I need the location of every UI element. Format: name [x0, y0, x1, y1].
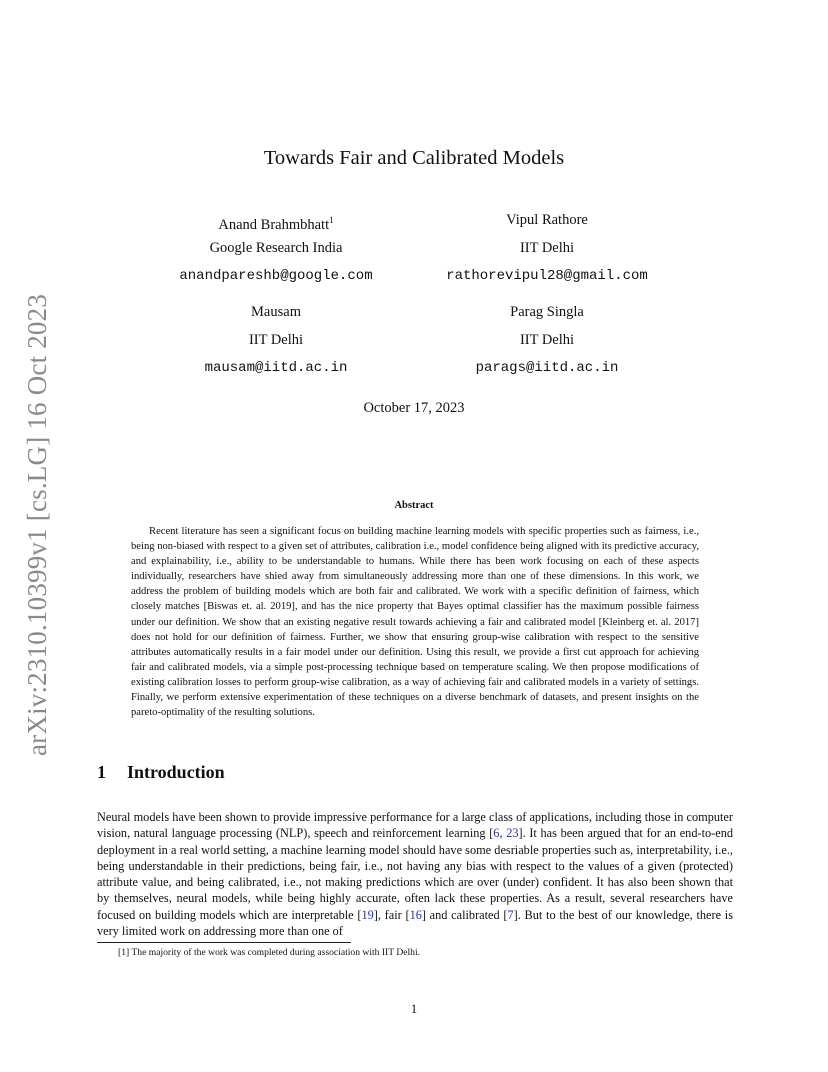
introduction-paragraph: Neural models have been shown to provide impressive performance for a large class of applications, including those in computer vision, natural language processing (NLP), speech and reinforcement learning [6, 23]. It has been argued that for an end-to-end deployment in a real world setting, a machine learning model should have some desriable properties such as, interpretability, i.e., being understandable in their predictions, being fair, i.e., not having any bias with respect to the values of a given (protected) attribute value, and being calibrated, i.e., not making predictions which are over (under) confident. It has also been shown that by themselves, neural models, while being highly accurate, often lack these properties. As a result, several researchers have focused on building models which are interpretable [19], fair [16] and calibrated [7]. But to the best of our knowledge, there is very limited work on addressing more than one of: [97, 810, 733, 939]
arxiv-identifier: arXiv:2310.10399v1 [cs.LG] 16 Oct 2023: [22, 293, 52, 757]
author-block: [146, 206, 406, 290]
author-affiliation: Google Research India: [209, 240, 343, 256]
citation-link[interactable]: 23: [506, 826, 519, 841]
paper-title: Towards Fair and Calibrated Models: [263, 147, 565, 169]
section-heading: [97, 762, 225, 783]
author-block: [417, 206, 677, 290]
footnote-mark: 1: [329, 215, 334, 225]
author-name: Vipul Rathore: [506, 212, 588, 228]
author-block: [417, 298, 677, 382]
author-affiliation: IIT Delhi: [248, 332, 304, 348]
author-name: Anand Brahmbhatt$^1$: [218, 215, 334, 233]
author-name: Mausam: [251, 304, 301, 320]
citation-link[interactable]: 7: [507, 907, 514, 922]
section-title: Introduction: [127, 762, 225, 782]
author-email: mausam@iitd.ac.in: [204, 360, 348, 376]
footnote: [1] The majority of the work was completed during association with IIT Delhi.: [118, 947, 421, 958]
author-email: anandpareshb@google.com: [179, 268, 373, 284]
abstract-text: Recent literature has seen a significant focus on building machine learning models with specific properties such as fairness, i.e., being non-biased with respect to a given set of attributes, calibration i.e., model confidence being aligned with its predictive accuracy, and explainability, i.e., ability to be understandable to humans. While there has been work focusing on each of these aspects individually, researchers have shied away from simultaneously addressing more than one of these dimensions. In this work, we address the problem of building models which are both fair and calibrated. We work with a specific definition of fairness, which closely matches [Biswas et. al. 2019], and has the nice property that Bayes optimal classifier has the maximum possible fairness under our definition. We show that an existing negative result towards achieving a fair and calibrated model [Kleinberg et. al. 2017] does not hold for our definition of fairness. Further, we show that ensuring group-wise calibration with respect to the sensitive attributes automatically results in a fair model under our definition. Using this result, we provide a first cut approach for achieving fair and calibrated models, via a simple post-processing technique based on temperature scaling. We then propose modifications of existing calibration losses to perform group-wise calibration, as a way of achieving fair and calibrated models in a variety of settings. Finally, we perform extensive experimentation of these techniques on a diverse benchmark of datasets, and present insights on the pareto-optimality of the resulting solutions.: [131, 526, 699, 719]
citation-link[interactable]: 19: [361, 907, 374, 922]
author-email: parags@iitd.ac.in: [475, 360, 619, 376]
author-affiliation: IIT Delhi: [519, 240, 575, 256]
citation-link[interactable]: 16: [409, 907, 422, 922]
page-number: 1: [410, 1002, 418, 1016]
footnote-divider: [97, 942, 351, 943]
section-number: 1: [97, 762, 106, 782]
publication-date: October 17, 2023: [363, 400, 465, 416]
author-email: rathorevipul28@gmail.com: [446, 268, 648, 284]
author-affiliation: IIT Delhi: [519, 332, 575, 348]
author-name: Parag Singla: [510, 304, 584, 320]
abstract-heading: Abstract: [394, 500, 434, 511]
author-block: [146, 298, 406, 382]
citation-link[interactable]: 6: [493, 826, 500, 841]
